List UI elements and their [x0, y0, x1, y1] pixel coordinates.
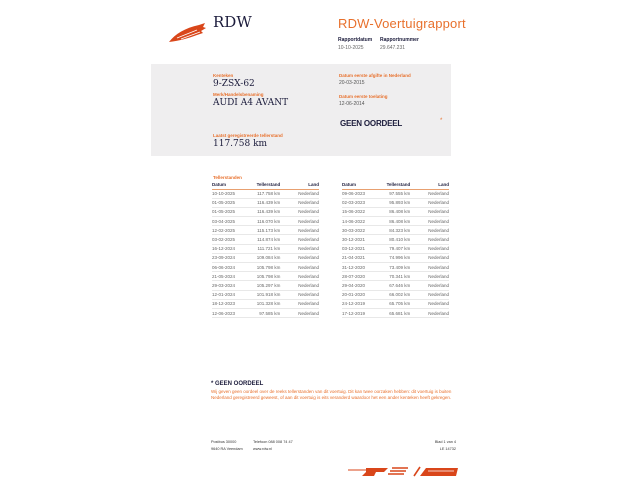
footer-po-box: Postbus 30000 [211, 440, 237, 444]
cell-date: 16-12-2024 [212, 244, 244, 253]
cell-reading: 111.721 km [244, 244, 291, 253]
first-admission-field [339, 94, 388, 107]
table-row [342, 299, 449, 308]
cell-country: Nederland [290, 235, 319, 244]
table-row [212, 235, 319, 244]
report-number [380, 37, 419, 51]
cell-reading: 79.407 km [374, 244, 421, 253]
cell-reading: 101.328 km [244, 299, 291, 308]
odometer-table-right [342, 182, 449, 318]
cell-country: Nederland [420, 299, 449, 308]
col-date: Datum [342, 182, 374, 189]
note-text: Wij geven geen oordeel over de reeks tellerstanden van dit voertuig. Dit kan twee oorzaken hebben: dit voertuig is buiten Nederland geregistreerd geweest, of aan dit voertuig is eits veranderd waardoor het een ander kenteken heeft gekregen. [211, 389, 452, 401]
table-row [342, 235, 449, 244]
cell-reading: 73.409 km [374, 263, 421, 272]
note-title: * GEEN OORDEEL [211, 381, 264, 387]
report-number-label: Rapportnummer [380, 37, 419, 43]
cell-country: Nederland [420, 189, 449, 198]
cell-country: Nederland [420, 290, 449, 299]
cell-reading: 74.996 km [374, 253, 421, 262]
cell-reading: 117.758 km [244, 189, 291, 198]
cell-country: Nederland [420, 235, 449, 244]
plate-field [213, 73, 255, 89]
cell-country: Nederland [420, 207, 449, 216]
cell-date: 12-06-2023 [212, 308, 244, 317]
cell-date: 21-04-2021 [342, 253, 374, 262]
cell-date: 12-02-2025 [212, 226, 244, 235]
cell-date: 10-10-2025 [212, 189, 244, 198]
cell-country: Nederland [290, 281, 319, 290]
report-number-value: 29.647.231 [380, 45, 406, 51]
cell-date: 24-12-2019 [342, 299, 374, 308]
cell-date: 17-12-2019 [342, 308, 374, 317]
cell-date: 23-09-2024 [212, 253, 244, 262]
cell-country: Nederland [420, 281, 449, 290]
cell-date: 06-06-2024 [212, 263, 244, 272]
table-row [212, 253, 319, 262]
odometer-field [213, 133, 283, 149]
report-date-value: 10-10-2025 [338, 45, 364, 51]
cell-date: 18-12-2023 [212, 299, 244, 308]
footer-page-info [400, 439, 456, 453]
cell-country: Nederland [290, 308, 319, 317]
cell-reading: 114.874 km [244, 235, 291, 244]
cell-date: 29-03-2024 [212, 281, 244, 290]
cell-date: 20-01-2020 [342, 290, 374, 299]
table-row [342, 290, 449, 299]
table-row [342, 244, 449, 253]
rdw-logo-icon [167, 22, 207, 44]
table-row [342, 263, 449, 272]
cell-country: Nederland [290, 299, 319, 308]
table-row [212, 272, 319, 281]
first-nl-field [339, 73, 411, 86]
verdict: GEEN OORDEEL [340, 119, 403, 128]
col-country: Land [290, 182, 319, 189]
cell-country: Nederland [420, 272, 449, 281]
table-row [212, 290, 319, 299]
rdw-stripes-icon [348, 465, 458, 477]
table-row [212, 281, 319, 290]
brand-name: RDW [213, 13, 252, 31]
cell-reading: 70.341 km [374, 272, 421, 281]
cell-reading: 67.646 km [374, 281, 421, 290]
first-admission-value: 12-06-2014 [339, 101, 365, 107]
cell-date: 31-12-2020 [342, 263, 374, 272]
cell-reading: 95.893 km [374, 198, 421, 207]
table-row [212, 217, 319, 226]
cell-reading: 65.681 km [374, 308, 421, 317]
cell-country: Nederland [290, 244, 319, 253]
footer-reference: LE 14732 [439, 447, 456, 451]
cell-date: 21-05-2024 [212, 272, 244, 281]
report-title: RDW-Voertuigrapport [338, 16, 466, 31]
cell-date: 30-03-2022 [342, 226, 374, 235]
cell-reading: 116.439 km [244, 198, 291, 207]
table-row [212, 207, 319, 216]
cell-reading: 105.798 km [244, 272, 291, 281]
first-nl-value: 20-03-2015 [339, 80, 365, 86]
report-date [338, 37, 372, 51]
cell-date: 03-02-2025 [212, 235, 244, 244]
table-row [342, 226, 449, 235]
cell-date: 29-04-2020 [342, 281, 374, 290]
cell-country: Nederland [290, 207, 319, 216]
table-row [342, 198, 449, 207]
first-admission-label: Datum eerste toelating [339, 94, 388, 99]
plate-value: 9-ZSX-62 [213, 79, 255, 89]
cell-date: 03-12-2021 [342, 244, 374, 253]
report-date-label: Rapportdatum [338, 37, 373, 43]
cell-country: Nederland [420, 308, 449, 317]
footer-address [211, 439, 243, 453]
odometer-label: Laatst geregistreerde tellerstand [213, 133, 283, 138]
table-row [212, 299, 319, 308]
cell-date: 01-05-2025 [212, 207, 244, 216]
cell-date: 09-06-2023 [342, 189, 374, 198]
table-row [342, 253, 449, 262]
table-row [212, 226, 319, 235]
footer-city: 9640 RA Veendam [211, 447, 243, 451]
cell-reading: 65.705 km [374, 299, 421, 308]
col-date: Datum [212, 182, 244, 189]
col-country: Land [420, 182, 449, 189]
odometer-table-left [212, 182, 319, 318]
cell-date: 15-06-2022 [342, 207, 374, 216]
cell-country: Nederland [420, 253, 449, 262]
cell-date: 03-04-2025 [212, 217, 244, 226]
cell-country: Nederland [420, 244, 449, 253]
table-row [342, 308, 449, 317]
col-reading: Tellerstand [374, 182, 421, 189]
cell-date: 01-05-2025 [212, 198, 244, 207]
cell-reading: 97.585 km [244, 308, 291, 317]
cell-reading: 109.084 km [244, 253, 291, 262]
model-field [213, 92, 288, 108]
footer-contact [253, 439, 293, 453]
model-label: Merk/Handelsbenaming [213, 92, 264, 97]
cell-reading: 86.408 km [374, 217, 421, 226]
cell-country: Nederland [420, 198, 449, 207]
cell-country: Nederland [290, 226, 319, 235]
cell-reading: 115.173 km [244, 226, 291, 235]
odometer-value: 117.758 km [213, 139, 268, 149]
cell-reading: 97.555 km [374, 189, 421, 198]
footer-phone: Telefoon 088 008 74 47 [253, 440, 293, 444]
cell-country: Nederland [290, 189, 319, 198]
cell-reading: 84.323 km [374, 226, 421, 235]
cell-country: Nederland [290, 263, 319, 272]
cell-reading: 116.439 km [244, 207, 291, 216]
table-row [212, 244, 319, 253]
cell-reading: 66.002 km [374, 290, 421, 299]
cell-date: 02-03-2023 [342, 198, 374, 207]
cell-reading: 105.798 km [244, 263, 291, 272]
col-reading: Tellerstand [244, 182, 291, 189]
model-value: AUDI A4 AVANT [213, 98, 289, 108]
cell-country: Nederland [420, 226, 449, 235]
table-row [212, 308, 319, 317]
cell-reading: 116.070 km [244, 217, 291, 226]
table-row [342, 217, 449, 226]
table-row [342, 189, 449, 198]
cell-country: Nederland [290, 198, 319, 207]
cell-country: Nederland [290, 272, 319, 281]
cell-country: Nederland [420, 217, 449, 226]
table-row [342, 207, 449, 216]
table-row [342, 272, 449, 281]
first-nl-label: Datum eerste afgifte in Nederland [339, 73, 411, 78]
cell-date: 28-07-2020 [342, 272, 374, 281]
cell-country: Nederland [290, 253, 319, 262]
cell-country: Nederland [420, 263, 449, 272]
table-row [342, 281, 449, 290]
cell-country: Nederland [290, 217, 319, 226]
cell-reading: 80.410 km [374, 235, 421, 244]
cell-reading: 105.297 km [244, 281, 291, 290]
cell-country: Nederland [290, 290, 319, 299]
table-row [212, 263, 319, 272]
table-row [212, 198, 319, 207]
footer-website[interactable]: www.rdw.nl [253, 447, 272, 451]
table-row [212, 189, 319, 198]
plate-label: Kenteken [213, 73, 234, 78]
verdict-footnote-mark: * [440, 118, 443, 124]
cell-date: 14-06-2022 [342, 217, 374, 226]
footer-page-number: Blad 1 van 4 [434, 440, 456, 444]
cell-reading: 101.918 km [244, 290, 291, 299]
cell-date: 12-01-2024 [212, 290, 244, 299]
cell-reading: 86.408 km [374, 207, 421, 216]
odometer-section-title: Tellerstanden [213, 175, 242, 180]
cell-date: 30-12-2021 [342, 235, 374, 244]
